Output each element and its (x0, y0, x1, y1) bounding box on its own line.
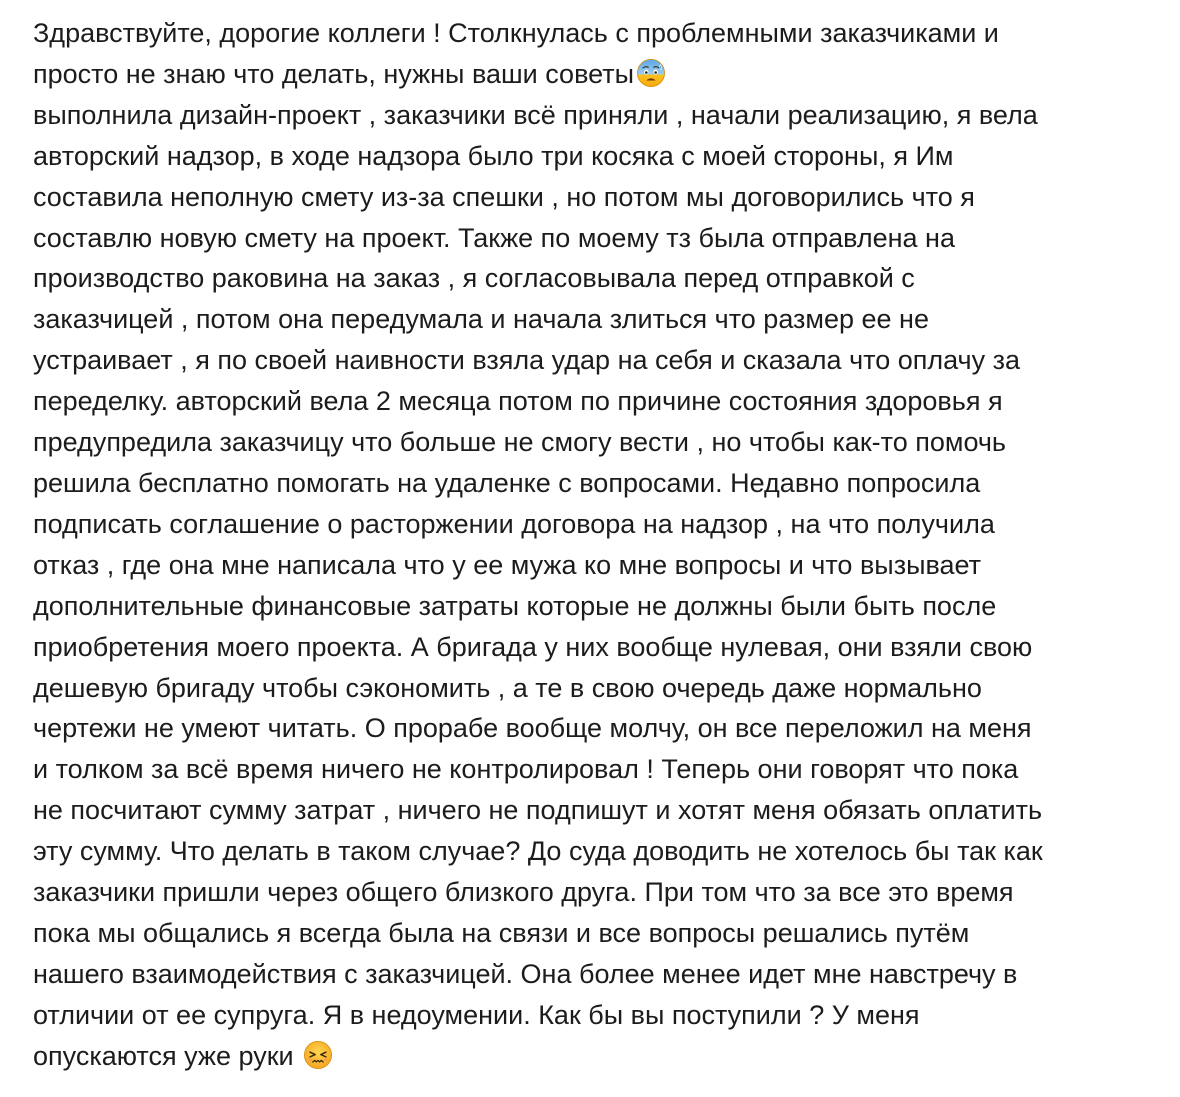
post-line: переделку. авторский вела 2 месяца потом по причине состояния здоровья я (33, 386, 1003, 417)
post-line: дополнительные финансовые затраты которые не должны были быть после (33, 590, 997, 621)
post-line: заказчицей , потом она передумала и начала злиться что размер ее не (33, 304, 929, 335)
post-line: отличии от ее супруга. Я в недоумении. Как бы вы поступили ? У меня (33, 999, 920, 1030)
post-line: составила неполную смету из-за спешки , но потом мы договорились что я (33, 181, 975, 212)
post-line: Здравствуйте, дорогие коллеги ! Столкнулась с проблемными заказчиками и (33, 18, 999, 48)
post-line: устраивает , я по своей наивности взяла удар на себя и сказала что оплачу за (33, 345, 1021, 376)
post-line: выполнила дизайн-проект , заказчики всё приняли , начали реализацию, я вела (33, 99, 1038, 130)
post-line: производство раковина на заказ , я согласовывала перед отправкой с (33, 263, 915, 294)
post-line: составлю новую смету на проект. Также по моему тз была отправлена на (33, 222, 955, 253)
post-line: решила бесплатно помогать на удаленке с вопросами. Недавно попросила (33, 467, 981, 498)
post-line: чертежи не умеют читать. О прорабе вообще молчу, он все переложил на меня (33, 713, 1032, 744)
post-line: нашего взаимодействия с заказчицей. Она более менее идет мне навстречу в (33, 958, 1018, 989)
post-line: отказ , где она мне написала что у ее мужа ко мне вопросы и что вызывает (33, 549, 982, 580)
post-body (33, 13, 1173, 1077)
post-line: эту сумму. Что делать в таком случае? До суда доводить не хотелось бы так как (33, 836, 1043, 867)
post-line: и толком за всё время ничего не контролировал ! Теперь они говорят что пока (33, 754, 1019, 785)
post-line: приобретения моего проекта. А бригада у них вообще нулевая, они взяли свою (33, 631, 1033, 662)
anxious-face-with-sweat-icon (636, 58, 666, 88)
persevering-face-icon (303, 1040, 333, 1070)
post-line: не посчитают сумму затрат , ничего не подпишут и хотят меня обязать оплатить (33, 795, 1043, 826)
post-line (33, 54, 1173, 95)
post-line: дешевую бригаду чтобы сэкономить , а те в свою очередь даже нормально (33, 672, 982, 703)
post-line (33, 1036, 1173, 1077)
post-line: авторский надзор, в ходе надзора было три косяка с моей стороны, я Им (33, 140, 954, 171)
post-line: подписать соглашение о расторжении договора на надзор , на что получила (33, 508, 995, 539)
post-line: предупредила заказчицу что больше не смогу вести , но чтобы как-то помочь (33, 427, 1007, 458)
post-line-text: опускаются уже руки (33, 1040, 302, 1071)
post-line-text: просто не знаю что делать, нужны ваши советы (33, 58, 635, 89)
post-line: пока мы общались я всегда была на связи и все вопросы решались путём (33, 917, 970, 948)
post-line: заказчики пришли через общего близкого друга. При том что за все это время (33, 877, 1014, 908)
